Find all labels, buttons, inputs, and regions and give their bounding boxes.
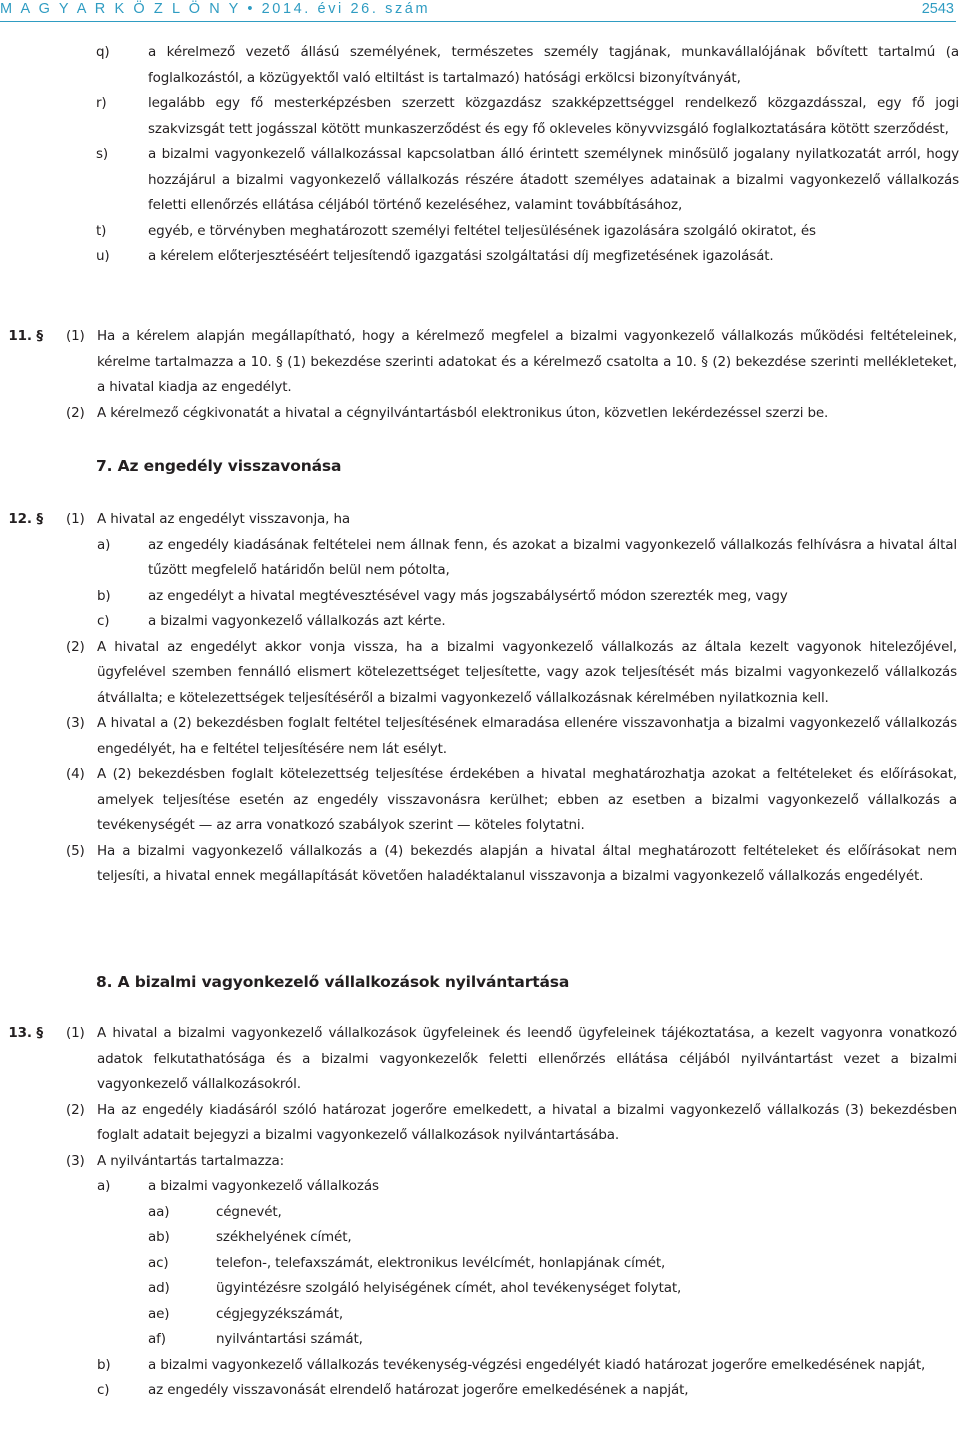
paragraph-label: (1) xyxy=(66,1025,85,1041)
item-text: a bizalmi vagyonkezelő vállalkozás azt kérte. xyxy=(148,613,446,629)
paragraph-text: A hivatal az engedélyt akkor vonja vissza, ha a bizalmi vagyonkezelő vállalkozás az általa kezelt vagyonok hitelezőjével, ügyfelével szemben fennálló elismert kötelezettséget teljesítette, vagy azok teljesítését más bizalmi vagyonkezelő vállalkozás átvállalta; e kötelezettségek teljesítéséről a bizalmi vagyonkezelő vállalkozásnak kérelmében nyilatkoznia kell. xyxy=(97,638,957,706)
list-item xyxy=(0,219,960,245)
list-item xyxy=(0,40,960,91)
sub-item-label: aa) xyxy=(148,1203,170,1220)
paragraph-label: (2) xyxy=(66,638,85,655)
paragraph xyxy=(0,401,960,427)
list-item xyxy=(0,142,960,219)
paragraph-label: (2) xyxy=(66,404,85,421)
sub-item-label: af) xyxy=(148,1331,166,1347)
paragraph-text: A kérelmező cégkivonatát a hivatal a cégnyilvántartásból elektronikus úton, közvetlen lekérdezéssel szerzi be. xyxy=(97,404,829,421)
item-label: r) xyxy=(96,95,107,111)
paragraph-text: Ha az engedély kiadásáról szóló határozat jogerőre emelkedett, a hivatal a bizalmi vagyonkezelő vállalkozás (3) bekezdésben foglalt adatait bejegyzi a bizalmi vagyonkezelő vállalkozások nyilvántartásába. xyxy=(97,1101,957,1143)
paragraph-label: (4) xyxy=(66,766,85,782)
list-item xyxy=(0,609,960,635)
section-12 xyxy=(0,507,960,890)
sub-item-label: ae) xyxy=(148,1305,170,1322)
item-text: a bizalmi vagyonkezelő vállalkozás xyxy=(148,1178,379,1194)
paragraph xyxy=(0,711,960,762)
sub-list-item xyxy=(0,1327,960,1353)
item-text: a kérelmező vezető állású személyének, természetes személy tagjának, munkavállalójának bővített tartalmú (a foglalkozástól, a közügyektől való eltiltást is tartalmazó) hatósági erkölcsi bizonyítványát, xyxy=(148,44,959,86)
paragraph-label: (3) xyxy=(66,715,85,731)
page-header xyxy=(0,0,956,22)
paragraph-label: (2) xyxy=(66,1101,85,1118)
paragraph xyxy=(0,1098,960,1149)
paragraph-text: A (2) bekezdésben foglalt kötelezettség teljesítése érdekében a hivatal meghatározhatja azokat a feltételeket és előírásokat, amelyek teljesítése esetén az engedély visszavonásra kerülhet; ebben az esetben a bizalmi vagyonkezelő vállalkozás a tevékenységét — az arra vonatkozó szabályok szerint — köteles folytatni. xyxy=(97,766,957,833)
item-label: c) xyxy=(97,1382,110,1398)
sub-list-item xyxy=(0,1276,960,1302)
sub-item-label: ab) xyxy=(148,1229,170,1245)
section-number: 11. § xyxy=(8,328,43,344)
publication-title: M A G Y A R K Ö Z L Ö N Y • 2014. évi 26. szám xyxy=(0,1,431,17)
sub-list-item xyxy=(0,1251,960,1277)
item-label: s) xyxy=(96,146,109,162)
sub-list-item xyxy=(0,1200,960,1226)
paragraph xyxy=(0,324,960,401)
paragraph-text: A hivatal a bizalmi vagyonkezelő vállalkozások ügyfeleinek és leendő ügyfeleinek tájékoztatása, a kezelt vagyonra vonatkozó adatok felkutathatósága és a bizalmi vagyonkezelők feletti ellenőrzés ellátása céljából nyilvántartást vezet a bizalmi vagyonkezelő vállalkozásokról. xyxy=(97,1025,957,1092)
paragraph xyxy=(0,1021,960,1098)
sub-item-text: nyilvántartási számát, xyxy=(216,1331,363,1347)
sub-item-label: ac) xyxy=(148,1254,169,1271)
sub-list-item xyxy=(0,1302,960,1328)
sub-item-text: telefon-, telefaxszámát, elektronikus levélcímét, honlapjának címét, xyxy=(216,1254,666,1271)
section-number: 12. § xyxy=(8,511,43,527)
item-label: u) xyxy=(96,248,110,264)
sub-list-item xyxy=(0,1225,960,1251)
paragraph xyxy=(0,507,960,533)
paragraph xyxy=(0,839,960,890)
sub-item-text: cégnevét, xyxy=(216,1203,282,1220)
paragraph xyxy=(0,762,960,839)
item-text: a kérelem előterjesztéséért teljesítendő igazgatási szolgáltatási díj megfizetésének igazolását. xyxy=(148,248,774,264)
section-11 xyxy=(0,324,960,426)
item-text: az engedélyt a hivatal megtévesztésével vagy más jogszabálysértő módon szerezték meg, vagy xyxy=(148,587,788,604)
paragraph-text: A hivatal a (2) bekezdésben foglalt feltétel teljesítésének elmaradása ellenére visszavonhatja a bizalmi vagyonkezelő vállalkozás engedélyét, ha e feltétel teljesítésére nem lát esélyt. xyxy=(97,715,957,757)
section-heading-8: 8. A bizalmi vagyonkezelő vállalkozások nyilvántartása xyxy=(96,973,570,991)
item-text: legalább egy fő mesterképzésben szerzett közgazdász szakképzettséggel rendelkező közgazdásszal, egy fő jogi szakvizsgát tett jogásszal kötött munkaszerződést és egy fő okleveles könyvvizsgáló foglalkoztatására kötött szerződést, xyxy=(148,95,959,137)
section-heading-7: 7. Az engedély visszavonása xyxy=(96,457,342,475)
paragraph xyxy=(0,1149,960,1175)
item-label: b) xyxy=(97,587,111,604)
list-item xyxy=(0,1353,960,1379)
list-item xyxy=(0,91,960,142)
paragraph-label: (1) xyxy=(66,328,85,344)
sub-item-text: székhelyének címét, xyxy=(216,1229,352,1245)
sub-item-text: ügyintézésre szolgáló helyiségének címét, ahol tevékenységet folytat, xyxy=(216,1280,682,1296)
item-text: az engedély visszavonását elrendelő határozat jogerőre emelkedésének a napját, xyxy=(148,1382,689,1398)
item-text: egyéb, e törvényben meghatározott személyi feltétel teljesülésének igazolására szolgáló okiratot, és xyxy=(148,222,816,239)
paragraph-label: (1) xyxy=(66,511,85,527)
paragraph-text: Ha a bizalmi vagyonkezelő vállalkozás a (4) bekezdés alapján a hivatal által meghatározott feltételeket és előírásokat nem teljesíti, a hivatal ennek megállapítását követően haladéktalanul visszavonja a bizalmi vagyonkezelő vállalkozás engedélyét. xyxy=(97,842,957,884)
item-label: t) xyxy=(96,222,107,239)
list-item xyxy=(0,244,960,270)
page-number: 2543 xyxy=(921,1,954,17)
list-item xyxy=(0,1378,960,1404)
item-list-top xyxy=(0,40,960,270)
item-label: a) xyxy=(97,536,111,553)
list-item xyxy=(0,1174,960,1200)
item-text: a bizalmi vagyonkezelő vállalkozás tevékenység-végzési engedélyét kiadó határozat jogerőre emelkedésének napját, xyxy=(148,1356,926,1373)
paragraph-label: (3) xyxy=(66,1152,85,1169)
item-text: a bizalmi vagyonkezelő vállalkozással kapcsolatban álló érintett személynek minősülő jogalany nyilatkozatát arról, hogy hozzájárul a bizalmi vagyonkezelő vállalkozás részére átadott személyes adatainak a bizalmi vagyonkezelő vállalkozás feletti ellenőrzés ellátása céljából történő kezeléséhez, valamint továbbításához, xyxy=(148,146,959,213)
sub-item-text: cégjegyzékszámát, xyxy=(216,1305,343,1322)
paragraph-text: A hivatal az engedélyt visszavonja, ha xyxy=(97,511,350,527)
paragraph-label: (5) xyxy=(66,842,85,859)
sub-item-label: ad) xyxy=(148,1280,170,1296)
section-number: 13. § xyxy=(8,1025,43,1041)
item-label: b) xyxy=(97,1356,111,1373)
list-item xyxy=(0,584,960,610)
paragraph xyxy=(0,635,960,712)
paragraph-text: Ha a kérelem alapján megállapítható, hogy a kérelmező megfelel a bizalmi vagyonkezelő vállalkozás működési feltételeinek, kérelme tartalmazza a 10. § (1) bekezdése szerinti adatokat és a kérelmező csatolta a 10. § (2) bekezdése szerinti mellékleteket, a hivatal kiadja az engedélyt. xyxy=(97,328,957,395)
item-text: az engedély kiadásának feltételei nem állnak fenn, és azokat a bizalmi vagyonkezelő vállalkozás felhívásra a hivatal által tűzött megfelelő határidőn belül nem pótolta, xyxy=(148,536,957,578)
item-label: q) xyxy=(96,44,110,60)
item-label: c) xyxy=(97,613,110,629)
section-13 xyxy=(0,1021,960,1404)
list-item xyxy=(0,533,960,584)
paragraph-text: A nyilvántartás tartalmazza: xyxy=(97,1152,285,1169)
item-label: a) xyxy=(97,1178,111,1194)
